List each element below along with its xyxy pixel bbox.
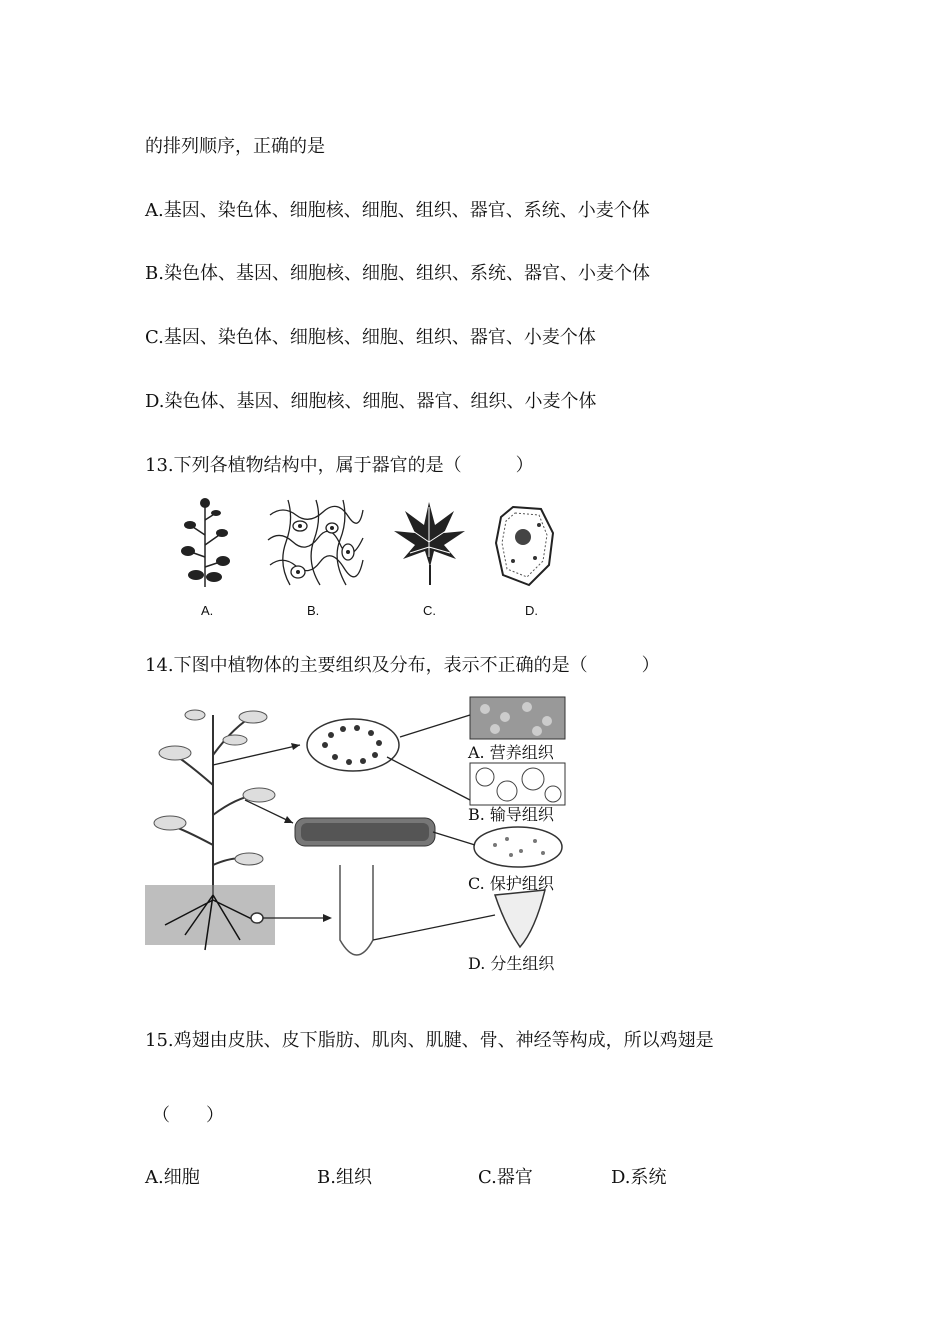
q13-label-b: B. [307,603,320,618]
q12-option-d: D.染色体、基因、细胞核、细胞、器官、组织、小麦个体 [145,391,597,412]
q12-option-a: A.基因、染色体、细胞核、细胞、组织、器官、系统、小麦个体 [145,200,650,221]
q12-option-b: B.染色体、基因、细胞核、细胞、组织、系统、器官、小麦个体 [145,263,650,284]
q12-continuation: 的排列顺序，正确的是 [145,136,325,157]
q13-figure-a-plant [178,495,233,590]
q13-figure-d-cell [493,503,558,588]
q15-blank: （ ） [152,1105,224,1126]
q13-figure-c-leaf [392,497,467,587]
q14-label-d: D. 分生组织 [468,954,555,973]
q14-label-a: A. 营养组织 [468,743,554,762]
q13-label-c: C. [423,603,436,618]
q14-label-b: B. 输导组织 [468,805,554,824]
q13-stem: 13.下列各植物结构中，属于器官的是（ ） [145,455,534,476]
q13-figure-b-epidermis [268,500,363,585]
q15-option-c: C.器官 [478,1167,533,1188]
q14-stem: 14.下图中植物体的主要组织及分布，表示不正确的是（ ） [145,655,660,676]
q15-option-d: D.系统 [611,1167,667,1188]
q15-stem: 15.鸡翅由皮肤、皮下脂肪、肌肉、肌腱、骨、神经等构成，所以鸡翅是 [145,1030,714,1051]
q15-option-b: B.组织 [317,1167,372,1188]
q14-plant-tissue-diagram [145,695,575,975]
q15-option-a: A.细胞 [145,1167,200,1188]
q14-label-c: C. 保护组织 [468,874,554,893]
q13-label-d: D. [525,603,538,618]
q12-option-c: C.基因、染色体、细胞核、细胞、组织、器官、小麦个体 [145,327,596,348]
q13-label-a: A. [201,603,214,618]
